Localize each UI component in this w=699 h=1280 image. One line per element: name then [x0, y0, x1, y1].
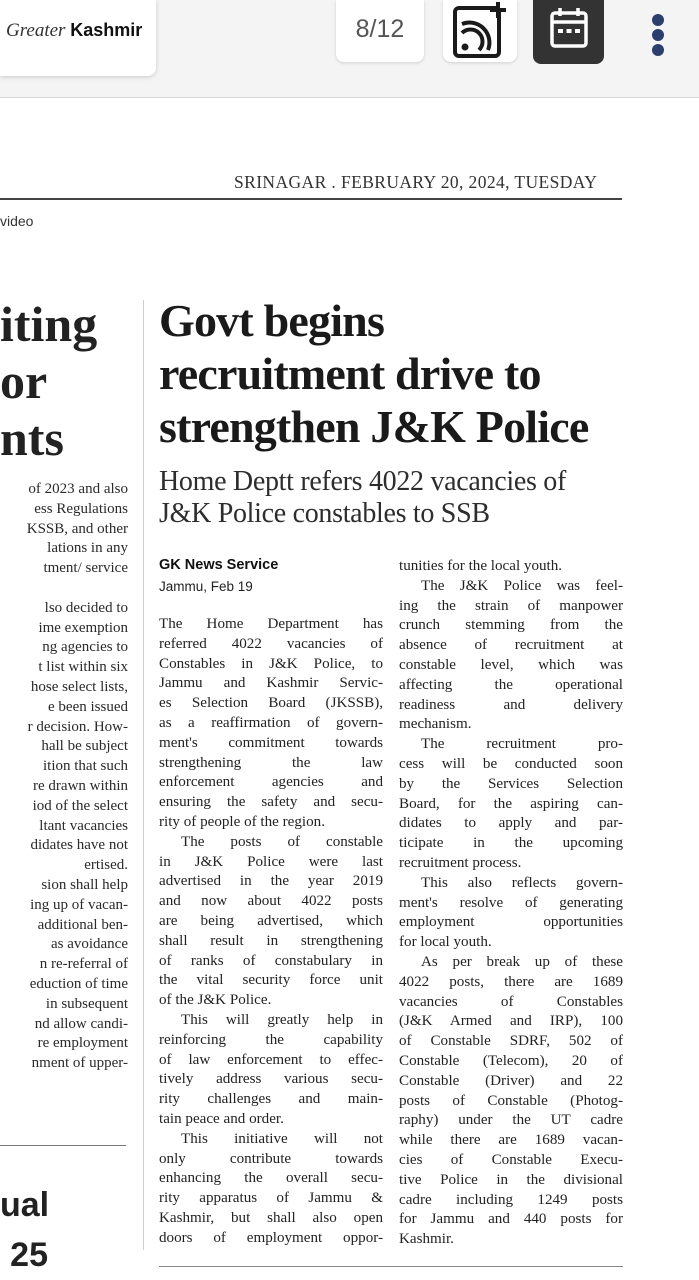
- left-body-line: nment of upper-: [31, 1055, 128, 1072]
- article-body-line: constable level, which was: [399, 656, 623, 673]
- left-body-line: n re-referral of: [39, 956, 128, 973]
- calendar-icon: [549, 6, 589, 50]
- left-body-line: ime exemption: [38, 619, 128, 636]
- article-body-line: reinforcing the capability: [159, 1031, 383, 1048]
- article-body-line: Board, for the aspiring can-: [399, 795, 623, 812]
- left-body-line: KSSB, and other: [26, 520, 128, 537]
- left-body-line: ertised.: [84, 857, 128, 874]
- article-headline[interactable]: [159, 294, 629, 453]
- article-body-line: by the Services Selection: [399, 775, 623, 792]
- left-column-rule: [0, 1145, 126, 1146]
- article-body-line: for local youth.: [399, 934, 492, 951]
- article-body-line: tunities for the local youth.: [399, 558, 563, 574]
- article-body-line: ing the strain of manpower: [399, 597, 623, 614]
- left-body-line: didates have not: [30, 837, 128, 854]
- publication-logo-button[interactable]: [0, 0, 156, 76]
- article-body-line: This initiative will not: [181, 1130, 383, 1147]
- left-body-line: in subsequent: [45, 995, 128, 1012]
- left-body-line: [0, 579, 128, 599]
- article-byline: GK News Service: [159, 557, 279, 573]
- article-body-line: absence of recruitment at: [399, 637, 623, 654]
- page-dateline: SRINAGAR . FEBRUARY 20, 2024, TUESDAY: [234, 172, 598, 192]
- article-body-line: for Jammu and 440 posts for: [399, 1211, 623, 1228]
- article-body-line: es Selection Board (JKSSB),: [159, 695, 383, 712]
- article-body-line: The Home Department has: [159, 616, 383, 632]
- left-body-line: additional ben-: [37, 916, 128, 933]
- article-body-line: of the J&K Police.: [159, 992, 272, 1009]
- article-body-line: as a reaffirmation of govern-: [159, 714, 383, 731]
- article-placeline: Jammu, Feb 19: [159, 579, 253, 594]
- article-body-line: Constable (Telecom), 20 of: [399, 1052, 623, 1069]
- article-body-line: Kashmir, but shall also open: [159, 1209, 383, 1226]
- article-body-line: rity apparatus of Jammu &: [159, 1190, 383, 1207]
- article-view-button[interactable]: [443, 0, 517, 62]
- article-body-line: cess will be conducted soon: [399, 755, 623, 772]
- article-body-line: ensuring the safety and secu-: [159, 794, 383, 811]
- left-body-line: ltant vacancies: [39, 817, 128, 834]
- left-body-line: hose select lists,: [30, 678, 128, 695]
- article-body-line: readiness and delivery: [399, 696, 623, 713]
- publication-logo: [6, 20, 142, 42]
- left-body-line: ing up of vacan-: [30, 896, 128, 913]
- article-body-line: rity challenges and main-: [159, 1091, 383, 1108]
- left-body-line: nd allow candi-: [34, 1015, 128, 1032]
- article-body-line: mechanism.: [399, 716, 472, 733]
- left-body-line: sion shall help: [41, 876, 128, 893]
- app-toolbar: [0, 0, 699, 98]
- left-bottom-line: 25: [10, 1236, 48, 1274]
- article-body-line: of ranks of constabulary in: [159, 952, 383, 969]
- more-vertical-icon[interactable]: [640, 10, 676, 60]
- article-body-line: Kashmir.: [399, 1231, 454, 1248]
- left-body-line: eduction of time: [29, 975, 128, 992]
- left-body-line: hall be subject: [41, 738, 128, 755]
- news-feed-icon: [448, 0, 512, 62]
- page-indicator[interactable]: 8/12: [336, 0, 424, 62]
- article-body-line: advertised in the year 2019: [159, 873, 383, 890]
- left-article-headline[interactable]: [0, 296, 97, 467]
- article-body-line: affecting the operational: [399, 676, 623, 693]
- article-body-line: Constable (Driver) and 22: [399, 1072, 623, 1089]
- dateline-rule: [0, 198, 622, 200]
- article-body-line: The posts of constable: [181, 833, 383, 850]
- headline-line: Govt begins: [159, 295, 385, 346]
- article-body-line: This will greatly help in: [181, 1011, 383, 1028]
- article-body-line: cadre including 1249 posts: [399, 1191, 623, 1208]
- article-body-line: posts of Constable (Photog-: [399, 1092, 623, 1109]
- article-body-line: employment opportunities: [399, 914, 623, 931]
- article-body-line: ment's commitment towards: [159, 734, 383, 751]
- article-body-line: Jammu and Kashmir Servic-: [159, 675, 383, 692]
- left-body-line: t list within six: [38, 659, 128, 676]
- article-body-line: vacancies of Constables: [399, 993, 623, 1010]
- article-body-line: ment's resolve of generating: [399, 894, 623, 911]
- column-divider: [143, 300, 144, 1250]
- article-body-line: strengthening the law: [159, 754, 383, 771]
- article-body-line: enforcement agencies and: [159, 774, 383, 791]
- article-body-line: rity of people of the region.: [159, 813, 325, 830]
- article-body-line: only contribute towards: [159, 1150, 383, 1167]
- article-body-line: the vital security force unit: [159, 972, 383, 989]
- article-body-line: tive Police in the divisional: [399, 1171, 623, 1188]
- left-bottom-headline[interactable]: [0, 1180, 48, 1280]
- left-body-line: lso decided to: [44, 599, 128, 616]
- left-body-line: ition that such: [43, 758, 128, 775]
- left-body-line: lations in any: [47, 540, 128, 557]
- article-body-line: raphy) under the UT cadre: [399, 1112, 623, 1129]
- article-body-line: referred 4022 vacancies of: [159, 635, 383, 652]
- left-body-line: iod of the select: [32, 797, 128, 814]
- left-headline-line: iting: [0, 296, 98, 352]
- subheadline-line: Home Deptt refers 4022 vacancies of: [159, 466, 566, 497]
- article-body-line: (J&K Armed and IRP), 100: [399, 1013, 623, 1030]
- headline-line: recruitment drive to: [159, 348, 541, 399]
- article-body-line: enhancing the overall secu-: [159, 1170, 383, 1187]
- left-article-body[interactable]: [0, 480, 128, 1074]
- article-body-line: The J&K Police was feel-: [421, 577, 623, 594]
- left-body-line: ess Regulations: [34, 500, 128, 517]
- article-body-line: 4022 posts, there are 1689: [399, 973, 623, 990]
- article-body-line: doors of employment oppor-: [159, 1229, 383, 1246]
- article-body-line: recruitment process.: [399, 854, 522, 871]
- left-body-line: re employment: [37, 1035, 128, 1052]
- left-headline-line: nts: [0, 410, 64, 466]
- brand-italic: Greater: [6, 20, 66, 41]
- article-body-line: Constables in J&K Police, to: [159, 655, 383, 672]
- left-body-line: ng agencies to: [42, 639, 128, 656]
- left-headline-line: or: [0, 353, 48, 409]
- article-body-line: This also reflects govern-: [421, 874, 623, 891]
- article-body-line: didates to apply and par-: [399, 815, 623, 832]
- left-bottom-line: ual: [0, 1186, 50, 1224]
- left-body-line: tment/ service: [43, 560, 128, 577]
- left-body-line: of 2023 and also: [28, 481, 128, 497]
- article-body-line: tain peace and order.: [159, 1110, 284, 1127]
- article-body-line: are being advertised, which: [159, 912, 383, 929]
- left-body-line: r decision. How-: [27, 718, 128, 735]
- article-body-line: cies of Constable Execu-: [399, 1151, 623, 1168]
- left-body-line: as avoidance: [50, 936, 128, 953]
- article-body-line: ticipate in the upcoming: [399, 835, 623, 852]
- article-body-line: The recruitment pro-: [421, 736, 623, 753]
- headline-line: strengthen J&K Police: [159, 401, 589, 452]
- article-body-line: of law enforcement to effec-: [159, 1051, 383, 1068]
- article-body-line: tively address various secu-: [159, 1071, 383, 1088]
- left-body-line: re drawn within: [33, 777, 128, 794]
- article-column-2[interactable]: [399, 557, 623, 1250]
- article-body-line: while there are 1689 vacan-: [399, 1132, 623, 1149]
- article-body-line: crunch stemming from the: [399, 617, 623, 634]
- article-body-line: in J&K Police were last: [159, 853, 383, 870]
- video-label: video: [0, 213, 34, 229]
- article-bottom-rule: [159, 1266, 623, 1267]
- article-body-line: and now about 4022 posts: [159, 893, 383, 910]
- calendar-button[interactable]: [533, 0, 604, 64]
- article-body-line: shall result in strengthening: [159, 932, 383, 949]
- article-subheadline[interactable]: [159, 466, 629, 530]
- brand-bold: Kashmir: [70, 20, 143, 40]
- article-column-1[interactable]: [159, 615, 383, 1249]
- left-body-line: e been issued: [48, 698, 128, 715]
- article-body-line: of Constable SDRF, 502 of: [399, 1033, 623, 1050]
- subheadline-line: J&K Police constables to SSB: [159, 498, 490, 529]
- article-body-line: As per break up of these: [421, 953, 623, 970]
